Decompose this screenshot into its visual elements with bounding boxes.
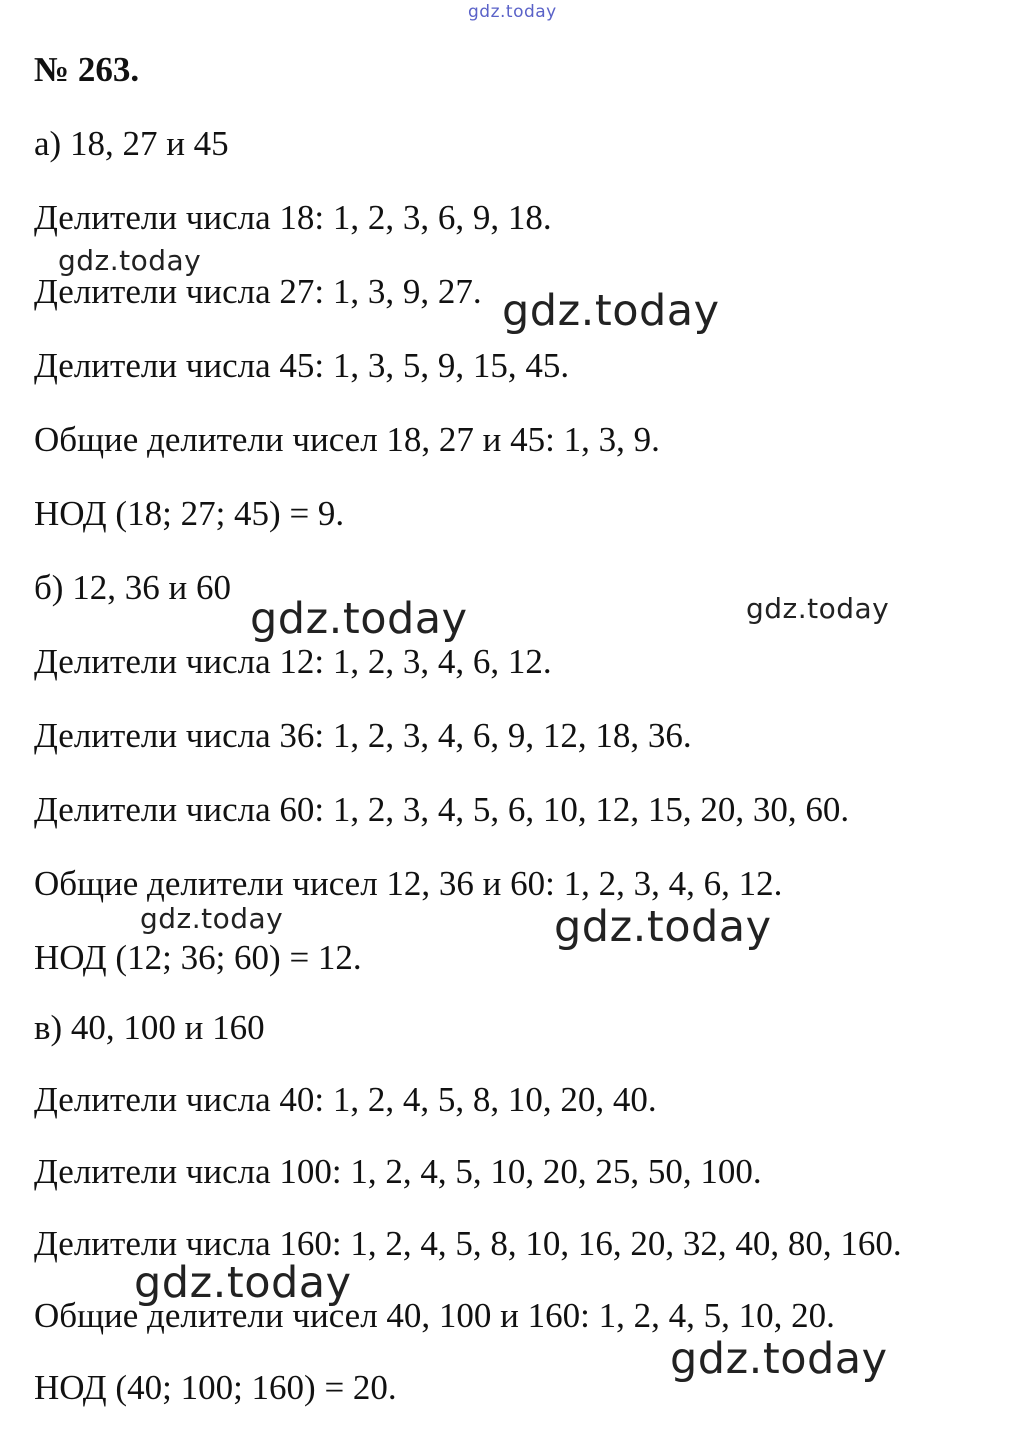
watermark-top: gdz.today — [468, 2, 557, 22]
watermark: gdz.today — [502, 286, 720, 336]
part-a-line-4: Общие делители чисел 18, 27 и 45: 1, 3, 9. — [34, 420, 660, 459]
watermark: gdz.today — [554, 902, 772, 952]
part-c-line-2: Делители числа 100: 1, 2, 4, 5, 10, 20, 25, 50, 100. — [34, 1152, 762, 1191]
watermark: gdz.today — [250, 594, 468, 644]
part-c-line-4: Общие делители чисел 40, 100 и 160: 1, 2, 4, 5, 10, 20. — [34, 1296, 835, 1335]
part-a-heading: а) 18, 27 и 45 — [34, 124, 229, 163]
part-b-result: НОД (12; 36; 60) = 12. — [34, 938, 362, 977]
watermark: gdz.today — [58, 244, 202, 277]
part-b-line-4: Общие делители чисел 12, 36 и 60: 1, 2, 3, 4, 6, 12. — [34, 864, 783, 903]
part-a-line-2: Делители числа 27: 1, 3, 9, 27. — [34, 272, 482, 311]
part-c-result: НОД (40; 100; 160) = 20. — [34, 1368, 397, 1407]
problem-number: № 263. — [34, 50, 140, 89]
part-a-line-3: Делители числа 45: 1, 3, 5, 9, 15, 45. — [34, 346, 570, 385]
watermark: gdz.today — [746, 592, 890, 625]
watermark: gdz.today — [134, 1258, 352, 1308]
part-c-heading: в) 40, 100 и 160 — [34, 1008, 265, 1047]
part-b-line-3: Делители числа 60: 1, 2, 3, 4, 5, 6, 10, 12, 15, 20, 30, 60. — [34, 790, 850, 829]
watermark: gdz.today — [140, 902, 284, 935]
part-b-line-2: Делители числа 36: 1, 2, 3, 4, 6, 9, 12, 18, 36. — [34, 716, 692, 755]
part-b-heading: б) 12, 36 и 60 — [34, 568, 231, 607]
part-a-result: НОД (18; 27; 45) = 9. — [34, 494, 345, 533]
part-b-line-1: Делители числа 12: 1, 2, 3, 4, 6, 12. — [34, 642, 552, 681]
part-a-line-1: Делители числа 18: 1, 2, 3, 6, 9, 18. — [34, 198, 552, 237]
part-c-line-3: Делители числа 160: 1, 2, 4, 5, 8, 10, 16, 20, 32, 40, 80, 160. — [34, 1224, 902, 1263]
part-c-line-1: Делители числа 40: 1, 2, 4, 5, 8, 10, 20, 40. — [34, 1080, 657, 1119]
watermark: gdz.today — [670, 1334, 888, 1384]
